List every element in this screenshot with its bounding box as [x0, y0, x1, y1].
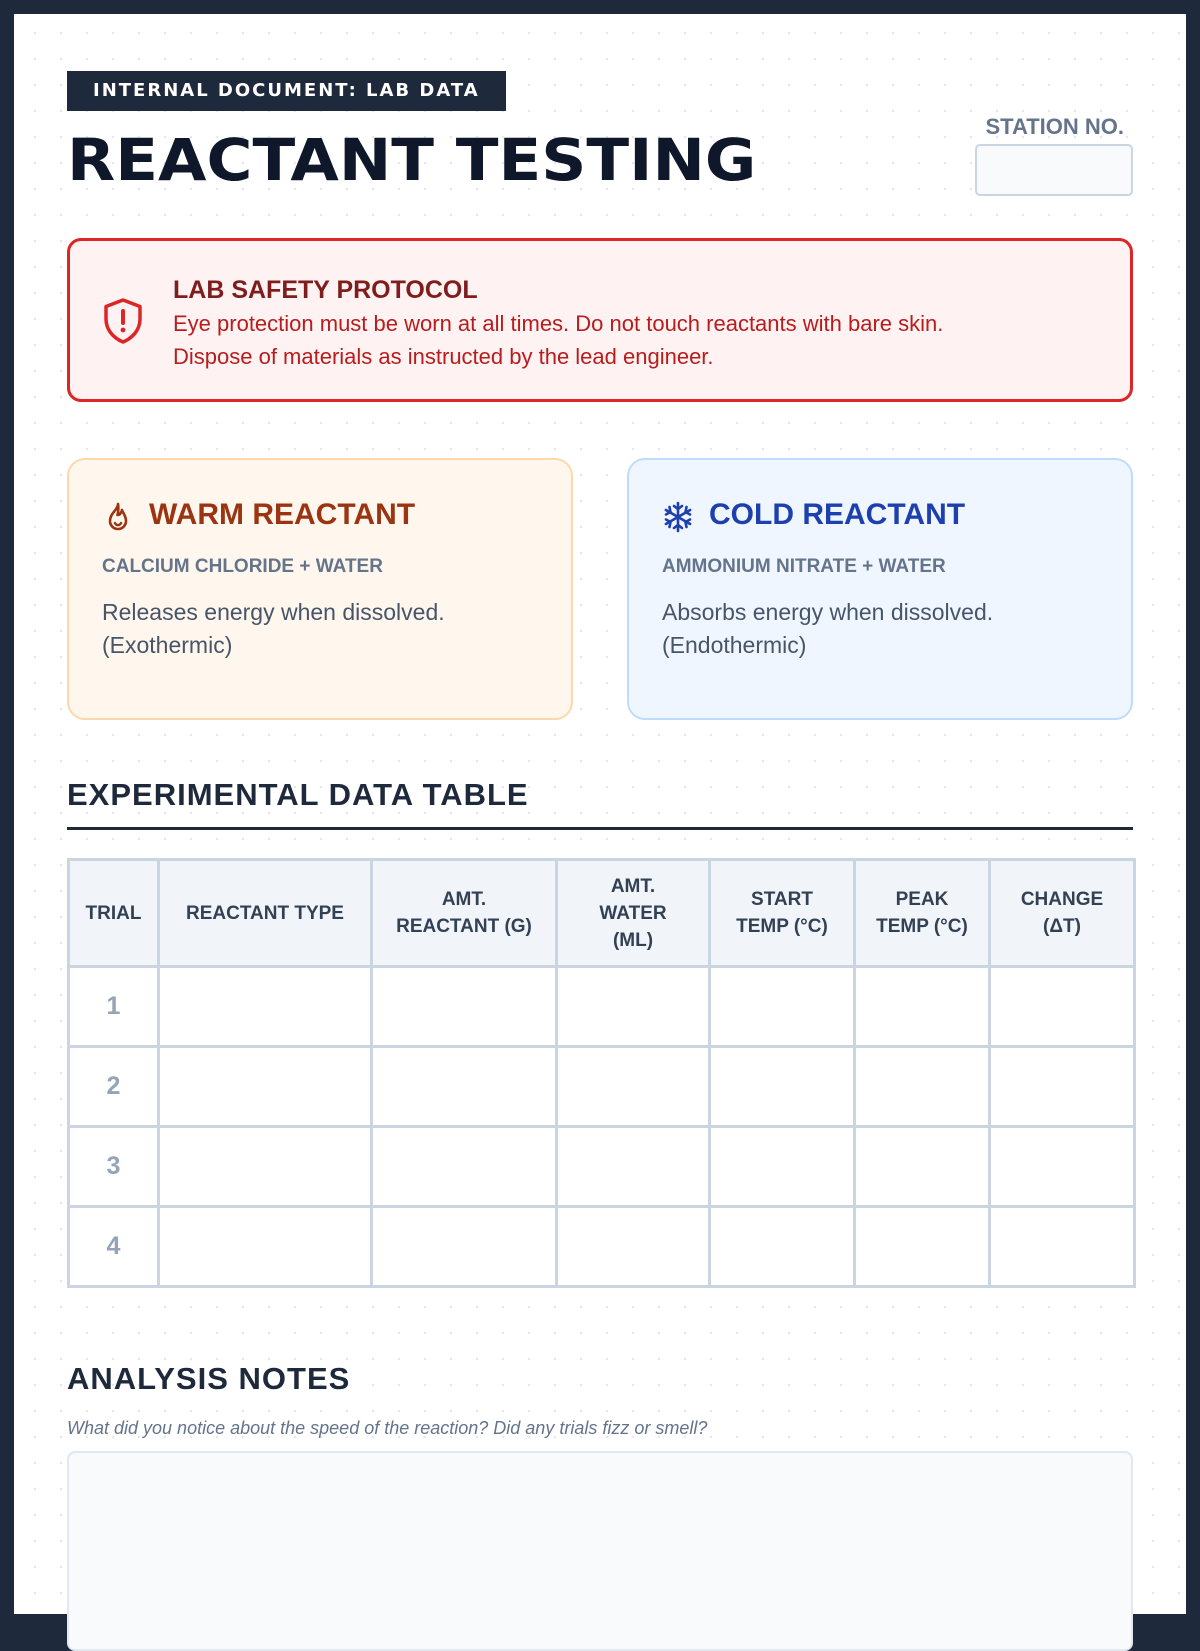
- data-table-title: EXPERIMENTAL DATA TABLE: [67, 777, 529, 812]
- data-entry-cell[interactable]: [855, 1047, 990, 1127]
- flame-icon: [101, 500, 135, 534]
- column-header-line: AMT.: [441, 889, 487, 910]
- column-header: [372, 860, 557, 967]
- data-entry-cell[interactable]: [710, 967, 855, 1047]
- safety-text-line: Eye protection must be worn at all times. Do not touch reactants with bare skin.: [173, 311, 944, 336]
- station-label: STATION NO.: [985, 114, 1124, 139]
- data-entry-cell[interactable]: [372, 1047, 557, 1127]
- table-row: [69, 1127, 1135, 1207]
- analysis-notes-prompt: What did you notice about the speed of the reaction? Did any trials fizz or smell?: [67, 1418, 708, 1438]
- column-header-line: AMT.: [610, 875, 656, 897]
- safety-text-line: Dispose of materials as instructed by the lead engineer.: [173, 344, 714, 369]
- analysis-notes-title: ANALYSIS NOTES: [67, 1361, 351, 1396]
- warm-card-description: [102, 596, 522, 662]
- warm-reactant-card: [67, 458, 573, 720]
- warm-card-title: WARM REACTANT: [149, 498, 416, 531]
- trial-number-cell: 4: [69, 1207, 159, 1287]
- description-line: Absorbs energy when dissolved.: [662, 599, 994, 625]
- table-row: [69, 1047, 1135, 1127]
- experimental-data-table: [67, 858, 1136, 1288]
- column-header: [69, 860, 159, 967]
- column-header-line: WATER: [599, 902, 667, 924]
- column-header-line: (ΔT): [1043, 916, 1081, 937]
- document-tag: INTERNAL DOCUMENT: LAB DATA: [67, 71, 506, 111]
- trial-number-cell: 1: [69, 967, 159, 1047]
- data-entry-cell[interactable]: [159, 1207, 372, 1287]
- data-entry-cell[interactable]: [710, 1207, 855, 1287]
- trial-number-cell: 3: [69, 1127, 159, 1207]
- data-entry-cell[interactable]: [372, 1207, 557, 1287]
- safety-title: LAB SAFETY PROTOCOL: [173, 276, 478, 304]
- data-entry-cell[interactable]: [990, 1047, 1135, 1127]
- station-number-field[interactable]: [975, 144, 1133, 196]
- data-entry-cell[interactable]: [159, 967, 372, 1047]
- snowflake-icon: [661, 500, 695, 534]
- column-header-line: TRIAL: [85, 902, 142, 924]
- data-entry-cell[interactable]: [372, 1127, 557, 1207]
- cold-card-title: COLD REACTANT: [709, 498, 966, 531]
- column-header: [557, 860, 710, 967]
- cold-card-description: [662, 596, 1082, 662]
- data-entry-cell[interactable]: [710, 1047, 855, 1127]
- data-entry-cell[interactable]: [855, 1127, 990, 1207]
- column-header: [710, 860, 855, 967]
- column-header: [990, 860, 1135, 967]
- section-divider: [67, 827, 1133, 830]
- column-header-line: PEAK: [895, 889, 949, 910]
- column-header-line: CHANGE: [1020, 889, 1104, 910]
- page-title: REACTANT TESTING: [67, 126, 757, 194]
- data-entry-cell[interactable]: [990, 1127, 1135, 1207]
- shield-alert-icon: [102, 297, 144, 345]
- data-entry-cell[interactable]: [557, 1047, 710, 1127]
- data-entry-cell[interactable]: [557, 967, 710, 1047]
- data-entry-cell[interactable]: [710, 1127, 855, 1207]
- trial-number-cell: 2: [69, 1047, 159, 1127]
- data-entry-cell[interactable]: [372, 967, 557, 1047]
- data-entry-cell[interactable]: [557, 1127, 710, 1207]
- worksheet-page: [14, 14, 1186, 1614]
- cold-card-subtitle: AMMONIUM NITRATE + WATER: [662, 556, 946, 577]
- column-header: [855, 860, 990, 967]
- analysis-notes-field[interactable]: [67, 1451, 1133, 1651]
- data-entry-cell[interactable]: [855, 967, 990, 1047]
- cold-reactant-card: [627, 458, 1133, 720]
- column-header-line: REACTANT (G): [396, 916, 532, 937]
- data-entry-cell[interactable]: [855, 1207, 990, 1287]
- data-entry-cell[interactable]: [159, 1047, 372, 1127]
- data-entry-cell[interactable]: [557, 1207, 710, 1287]
- table-row: [69, 1207, 1135, 1287]
- warm-card-subtitle: CALCIUM CHLORIDE + WATER: [102, 556, 383, 577]
- column-header-line: START: [751, 889, 813, 910]
- data-entry-cell[interactable]: [990, 967, 1135, 1047]
- data-entry-cell[interactable]: [990, 1207, 1135, 1287]
- data-entry-cell[interactable]: [159, 1127, 372, 1207]
- description-line: (Endothermic): [662, 632, 807, 658]
- column-header-line: (ML): [612, 929, 654, 951]
- description-line: (Exothermic): [102, 632, 233, 658]
- table-row: [69, 967, 1135, 1047]
- description-line: Releases energy when dissolved.: [102, 599, 445, 625]
- table-header-row: [69, 860, 1135, 967]
- column-header-line: TEMP (°C): [736, 916, 828, 937]
- safety-protocol-banner: [67, 238, 1133, 402]
- column-header-line: TEMP (°C): [876, 916, 968, 937]
- column-header: [159, 860, 372, 967]
- column-header-line: REACTANT TYPE: [186, 902, 344, 924]
